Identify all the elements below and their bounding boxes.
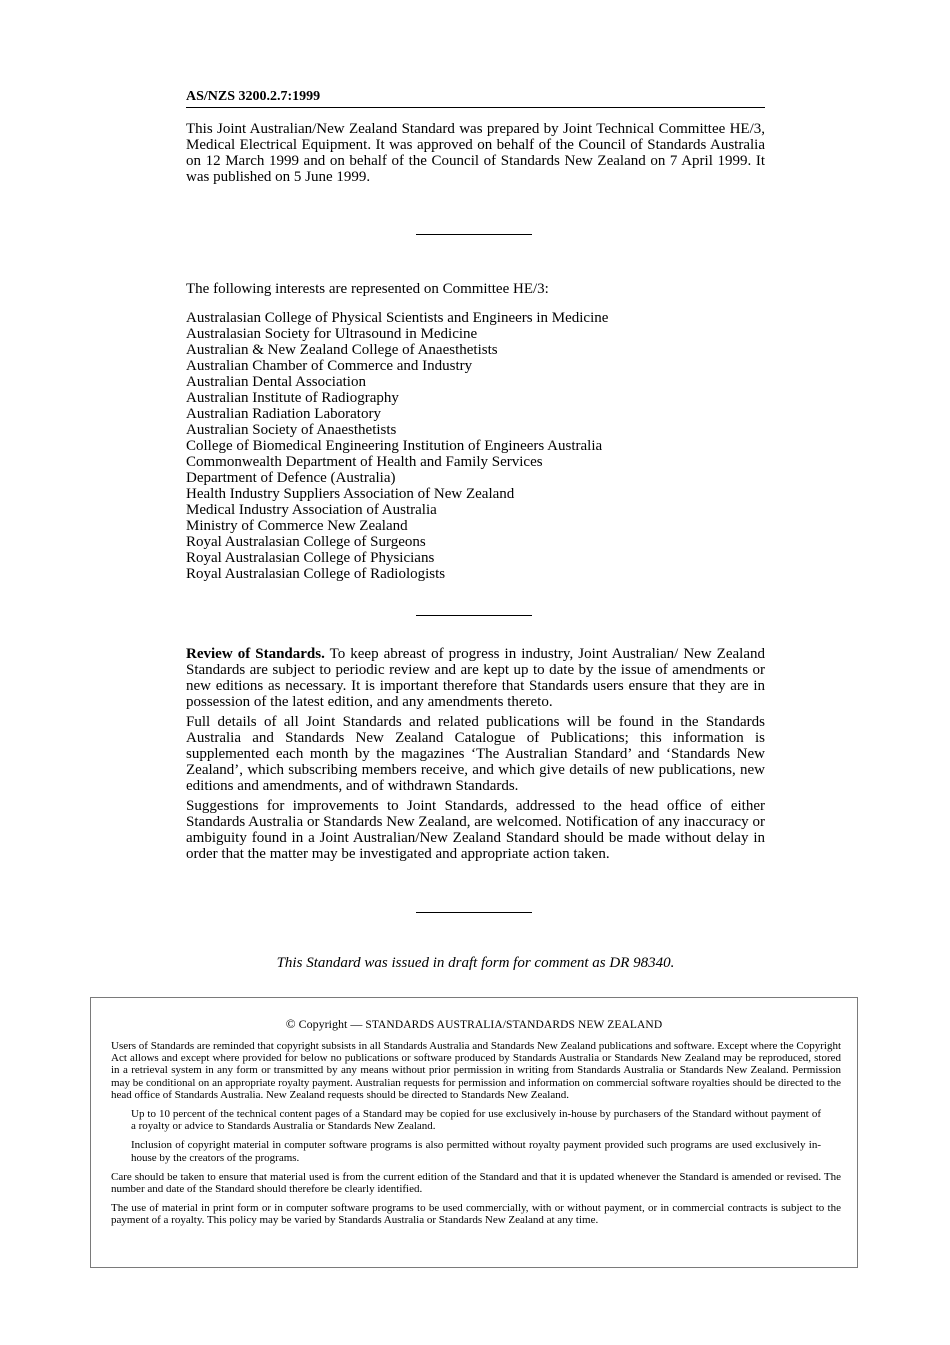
committee-member: College of Biomedical Engineering Institution of Engineers Australia — [186, 438, 603, 454]
copyright-holders: STANDARDS AUSTRALIA/STANDARDS NEW ZEALAND — [365, 1019, 663, 1031]
committee-member: Royal Australasian College of Physicians — [186, 550, 435, 566]
committee-member: Australian Society of Anaesthetists — [186, 422, 397, 438]
suggestions-paragraph: Suggestions for improvements to Joint Standards, addressed to the head office of either Standards Australia or Standards New Zealand, are welcomed. Notification of any inaccuracy or ambiguity found in a Joint Australian/New Zealand Standard should be made without delay in order that the matter may be investigated and appropriate action taken. — [186, 798, 765, 862]
committee-member: Department of Defence (Australia) — [186, 470, 396, 486]
draft-note: This Standard was issued in draft form for comment as DR 98340. — [276, 955, 675, 971]
catalogue-paragraph: Full details of all Joint Standards and related publications will be found in the Standards Australia and Standards New Zealand Catalogue of Publications; this information is supplemented each month by the magazines ‘The Australian Standard’ and ‘Standards New Zealand’, which subscribing members receive, and which give details of new publications, new editions and amendments, and of withdrawn Standards. — [186, 714, 765, 794]
committee-member: Royal Australasian College of Surgeons — [186, 534, 426, 550]
committee-member: Australasian College of Physical Scientists and Engineers in Medicine — [186, 310, 609, 326]
standard-code-header: AS/NZS 3200.2.7:1999 — [186, 89, 765, 108]
copyright-body — [111, 1040, 841, 1234]
committee-member: Ministry of Commerce New Zealand — [186, 518, 408, 534]
section-divider — [416, 234, 532, 235]
committee-member: Australian & New Zealand College of Anaesthetists — [186, 342, 498, 358]
committee-member: Australasian Society for Ultrasound in Medicine — [186, 326, 478, 342]
intro-paragraph: This Joint Australian/New Zealand Standard was prepared by Joint Technical Committee HE/3, Medical Electrical Equipment. It was approved on behalf of the Council of Standards Australia on 12 March 1999 and on behalf of the Council of Standards New Zealand on 7 April 1999. It was published on 5 June 1999. — [186, 121, 765, 185]
review-lead-heading: Review of Standards. — [186, 646, 325, 662]
committee-member: Royal Australasian College of Radiologists — [186, 566, 446, 582]
committee-member: Medical Industry Association of Australia — [186, 502, 437, 518]
committee-member: Australian Institute of Radiography — [186, 390, 399, 406]
copyright-paragraph: Care should be taken to ensure that material used is from the current edition of the Standard and that it is updated whenever the Standard is amended or revised. The number and date of the Standard should therefore be clearly identified. — [111, 1170, 841, 1196]
committee-member: Australian Chamber of Commerce and Industry — [186, 358, 473, 374]
copyright-title — [91, 1017, 857, 1032]
review-paragraph — [186, 646, 765, 710]
copyright-symbol: © — [285, 1016, 296, 1031]
section-divider — [416, 912, 532, 913]
committee-member: Health Industry Suppliers Association of New Zealand — [186, 486, 515, 502]
copyright-paragraph: Users of Standards are reminded that copyright subsists in all Standards Australia and Standards New Zealand publications and software. Except where the Copyright Act allows and except where provided for below no publications or software produced by Standards Australia or Standards New Zealand may be reproduced, stored in a retrieval system in any form or transmitted by any means without prior permission in writing from Standards Australia or Standards New Zealand. Permission may be conditional on an appropriate royalty payment. Australian requests for permission and information on commercial software royalties should be directed to the head office of Standards Australia. New Zealand requests should be directed to Standards New Zealand. — [111, 1040, 841, 1101]
copyright-paragraph: Up to 10 percent of the technical content pages of a Standard may be copied for use exclusively in-house by purchasers of the Standard without payment of a royalty or advice to Standards Australia or Standards New Zealand. — [131, 1108, 821, 1133]
committee-member: Australian Radiation Laboratory — [186, 406, 381, 422]
committee-member: Australian Dental Association — [186, 374, 366, 390]
review-paragraph-text: To keep abreast of progress in industry, Joint Australian/ New Zealand Standards are subject to periodic review and are kept up to date by the issue of amendments or new editions as necessary. It is important therefore that Standards users ensure that they are in possession of the latest edition, and any amendments thereto. — [186, 646, 765, 710]
copyright-notice-box — [90, 997, 858, 1268]
committee-heading: The following interests are represented on Committee HE/3: — [186, 281, 549, 297]
copyright-paragraph: The use of material in print form or in computer software programs to be used commercially, with or without payment, or in commercial contracts is subject to the payment of a royalty. This policy may be varied by Standards Australia or Standards New Zealand at any time. — [111, 1202, 841, 1227]
committee-member: Commonwealth Department of Health and Family Services — [186, 454, 543, 470]
committee-member-list — [186, 310, 765, 582]
copyright-paragraph: Inclusion of copyright material in computer software programs is also permitted without royalty payment provided such programs are used exclusively in-house by the creators of the programs. — [131, 1139, 821, 1164]
section-divider — [416, 615, 532, 616]
copyright-label: Copyright — — [295, 1017, 366, 1031]
review-of-standards-section — [186, 646, 765, 866]
